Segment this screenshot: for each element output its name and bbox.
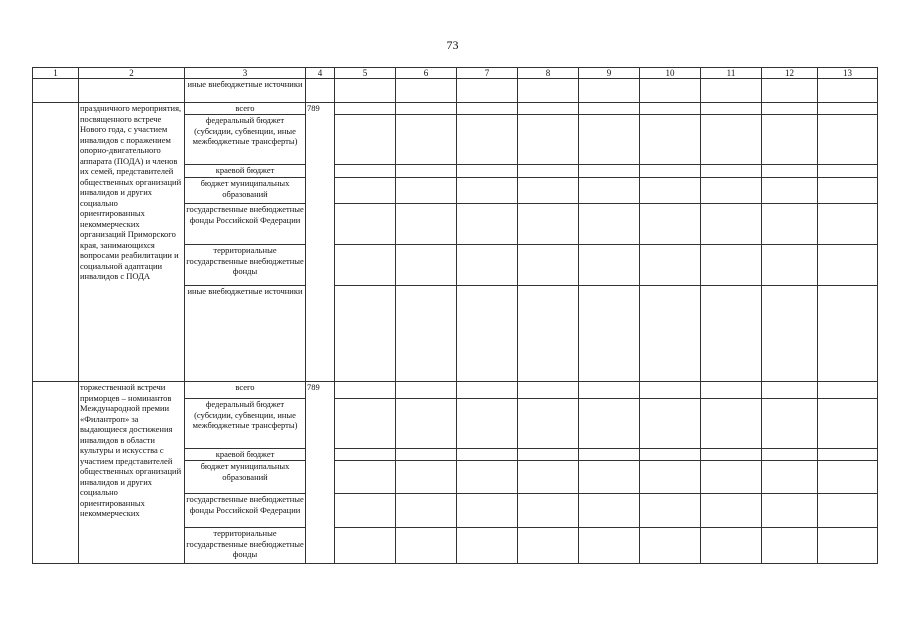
header-cell: 8: [518, 68, 579, 79]
funding-source-cell: иные внебюджетные источники: [185, 79, 306, 103]
funding-source-cell: федеральный бюджет (субсидии, субвенции, иные межбюджетные трансферты): [185, 115, 306, 165]
funding-source-cell: бюджет муниципальных образований: [185, 461, 306, 494]
header-cell: 6: [396, 68, 457, 79]
funding-source-cell: всего: [185, 382, 306, 399]
funding-source-cell: государственные внебюджетные фонды Российской Федерации: [185, 494, 306, 528]
funding-source-cell: территориальные государственные внебюджетные фонды: [185, 245, 306, 286]
funding-source-cell: бюджет муниципальных образований: [185, 178, 306, 204]
funding-source-cell: федеральный бюджет (субсидии, субвенции, иные межбюджетные трансферты): [185, 399, 306, 449]
event-name-cell: торжественной встречи приморцев – номинантов Международной премии «Филантроп» за выдающиеся достижения инвалидов в области культуры и искусства с участием представителей общественных организаций инвалидов и других социально ориентированных некоммерческих: [79, 382, 185, 564]
table-row: [33, 79, 878, 103]
header-cell: 1: [33, 68, 79, 79]
header-cell: 3: [185, 68, 306, 79]
header-cell: 2: [79, 68, 185, 79]
table-row: [33, 103, 878, 115]
code-cell: 789: [306, 382, 335, 564]
header-cell: 4: [306, 68, 335, 79]
header-cell: 7: [457, 68, 518, 79]
table-row: [33, 382, 878, 399]
funding-source-cell: государственные внебюджетные фонды Российской Федерации: [185, 204, 306, 245]
header-cell: 10: [640, 68, 701, 79]
code-cell: 789: [306, 103, 335, 382]
page-number: 73: [446, 38, 459, 52]
header-cell: 11: [701, 68, 762, 79]
header-cell: 9: [579, 68, 640, 79]
funding-source-cell: территориальные государственные внебюджетные фонды: [185, 528, 306, 564]
header-cell: 12: [762, 68, 818, 79]
header-cell: 13: [818, 68, 878, 79]
header-row: [33, 68, 878, 79]
event-name-cell: праздничного мероприятия, посвященного встрече Нового года, с участием инвалидов с поражением опорно-двигательного аппарата (ПОДА) и членов их семей, представителей общественных организаций инвалидов и других социально ориентированных некоммерческих организаций Приморского края, занимающихся вопросами реабилитации и социальной адаптации инвалидов с ПОДА: [79, 103, 185, 382]
header-cell: 5: [335, 68, 396, 79]
funding-source-cell: всего: [185, 103, 306, 115]
funding-source-cell: краевой бюджет: [185, 165, 306, 178]
funding-source-cell: иные внебюджетные источники: [185, 286, 306, 382]
funding-source-cell: краевой бюджет: [185, 449, 306, 461]
budget-table: [32, 67, 878, 564]
